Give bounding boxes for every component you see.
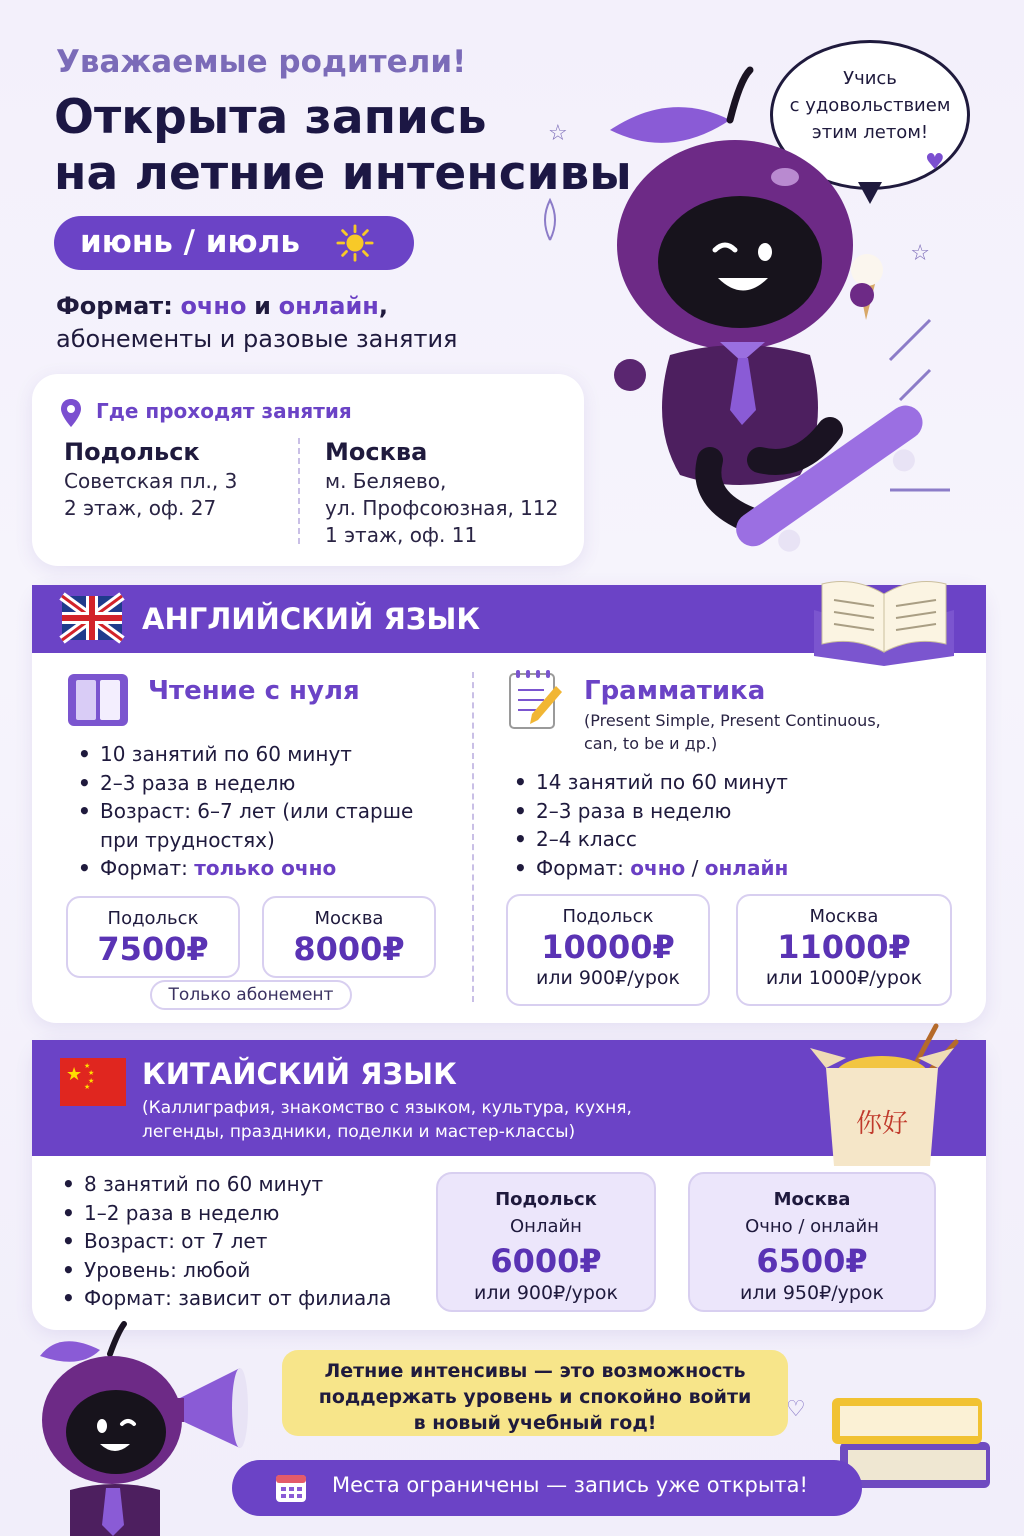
price-card-podolsk: [506, 894, 710, 1006]
title-line-2: на летние интенсивы: [54, 146, 632, 201]
list-item: • Формат: очно / онлайн: [514, 854, 954, 883]
reading-course-title: Чтение с нуля: [148, 676, 360, 706]
format-description: [56, 290, 457, 356]
list-item: • Возраст: 6–7 лет (или старше: [78, 797, 458, 826]
location-address-line: м. Беляево,: [325, 469, 447, 493]
location-address-line: 1 этаж, оф. 11: [325, 523, 478, 547]
list-item: • 2–4 класс: [514, 825, 954, 854]
price-city: Подольск: [107, 908, 199, 929]
svg-text:♡: ♡: [786, 1397, 806, 1422]
format-label: Формат:: [56, 292, 173, 320]
list-item: • 2–3 раза в неделю: [514, 797, 954, 826]
price-card-podolsk: [66, 896, 240, 978]
list-item: • Возраст: от 7 лет: [62, 1227, 432, 1256]
price-value: 6000₽: [490, 1242, 602, 1280]
summer-note-banner: Летние интенсивы — это возможность поддержать уровень и спокойно войти в новый учебный год!: [282, 1350, 788, 1436]
months-badge: [54, 216, 414, 270]
price-note: или 900₽/урок: [535, 967, 681, 989]
price-mode: Онлайн: [510, 1216, 582, 1237]
mascot-skateboard-illustration: [548, 80, 930, 550]
notepad-pencil-icon: [508, 668, 564, 730]
price-value: 10000₽: [541, 928, 675, 966]
heart-icon: ♥: [925, 150, 945, 175]
location-moscow: [325, 438, 558, 549]
mascot-megaphone-illustration: [40, 1320, 250, 1536]
list-item: • 14 занятий по 60 минут: [514, 768, 954, 797]
greeting: Уважаемые родители!: [56, 44, 467, 80]
svg-text:★: ★: [66, 1064, 83, 1085]
book-icon: [66, 672, 130, 728]
noodle-box-icon: [806, 1022, 958, 1168]
noodle-box-text: 你好: [855, 1109, 909, 1139]
location-heading: Где проходят занятия: [96, 399, 352, 423]
location-podolsk: [64, 438, 237, 522]
format-and: и: [254, 292, 271, 320]
uk-flag-icon: [62, 596, 122, 640]
svg-text:★: ★: [88, 1069, 95, 1077]
bubble-line-2: с удовольствием: [789, 95, 951, 116]
english-title: АНГЛИЙСКИЙ ЯЗЫК: [142, 602, 481, 636]
format-comma: ,: [378, 292, 388, 320]
format-offline: очно: [180, 292, 247, 320]
price-city: Москва: [773, 1189, 851, 1210]
chinese-features-list: [62, 1170, 432, 1313]
price-value: 7500₽: [97, 930, 209, 968]
column-divider: [472, 672, 474, 1002]
location-address-line: ул. Профсоюзная, 112: [325, 496, 559, 520]
list-item: • 1–2 раза в неделю: [62, 1199, 432, 1228]
price-card-moscow: [688, 1172, 936, 1312]
grammar-features-list: [514, 768, 954, 882]
price-card-moscow: [736, 894, 952, 1006]
china-flag-icon: [60, 1058, 126, 1106]
location-address-line: Советская пл., 3: [64, 469, 238, 493]
sun-icon: [336, 224, 374, 262]
svg-text:★: ★: [84, 1083, 91, 1091]
list-item: • 8 занятий по 60 минут: [62, 1170, 432, 1199]
price-city: Подольск: [495, 1189, 597, 1210]
price-card-moscow: [262, 896, 436, 978]
title-line-1: Открыта запись: [54, 90, 487, 145]
location-city: Подольск: [64, 438, 200, 466]
list-item: • 10 занятий по 60 минут: [78, 740, 458, 769]
calendar-icon: [274, 1470, 308, 1504]
format-online: онлайн: [278, 292, 379, 320]
svg-text:☆: ☆: [548, 121, 568, 146]
subscription-only-tag: Только абонемент: [150, 980, 352, 1010]
price-note: или 900₽/урок: [473, 1282, 619, 1304]
cta-text[interactable]: Места ограничены — запись уже открыта!: [332, 1473, 808, 1497]
reading-features-list: [78, 740, 458, 883]
location-pin-icon: [60, 398, 82, 428]
open-book-icon: [808, 570, 960, 666]
svg-text:★: ★: [88, 1077, 95, 1085]
svg-text:★: ★: [84, 1062, 91, 1070]
grammar-course-title: Грамматика: [584, 676, 766, 706]
bubble-line-3: этим летом!: [811, 122, 929, 143]
bubble-line-1: Учись: [843, 68, 897, 89]
list-item-continued: при трудностях): [100, 827, 275, 852]
svg-text:☆: ☆: [910, 241, 930, 266]
list-item: • Формат: зависит от филиала: [62, 1284, 432, 1313]
chinese-title: КИТАЙСКИЙ ЯЗЫК: [142, 1057, 457, 1091]
price-value: 11000₽: [777, 928, 911, 966]
location-divider: [298, 438, 300, 544]
price-mode: Очно / онлайн: [745, 1216, 879, 1237]
location-city: Москва: [325, 438, 428, 466]
format-line-2: абонементы и разовые занятия: [56, 325, 458, 353]
price-value: 8000₽: [293, 930, 405, 968]
price-city: Подольск: [562, 906, 654, 927]
page-title: [54, 90, 654, 202]
chinese-subtitle: (Каллиграфия, знакомство с языком, культура, кухня, легенды, праздники, поделки и мастер-классы): [142, 1098, 632, 1142]
list-item: • Уровень: любой: [62, 1256, 432, 1285]
grammar-note: (Present Simple, Present Continuous, can, to be и др.): [584, 711, 881, 753]
list-item: • 2–3 раза в неделю: [78, 769, 458, 798]
price-note: или 1000₽/урок: [765, 967, 923, 989]
price-city: Москва: [314, 908, 384, 929]
location-address-line: 2 этаж, оф. 27: [64, 496, 217, 520]
months-label: июнь / июль: [80, 224, 300, 260]
price-card-podolsk: [436, 1172, 656, 1312]
price-value: 6500₽: [756, 1242, 868, 1280]
list-item: • Формат: только очно: [78, 854, 458, 883]
price-note: или 950₽/урок: [739, 1282, 885, 1304]
price-city: Москва: [809, 906, 879, 927]
